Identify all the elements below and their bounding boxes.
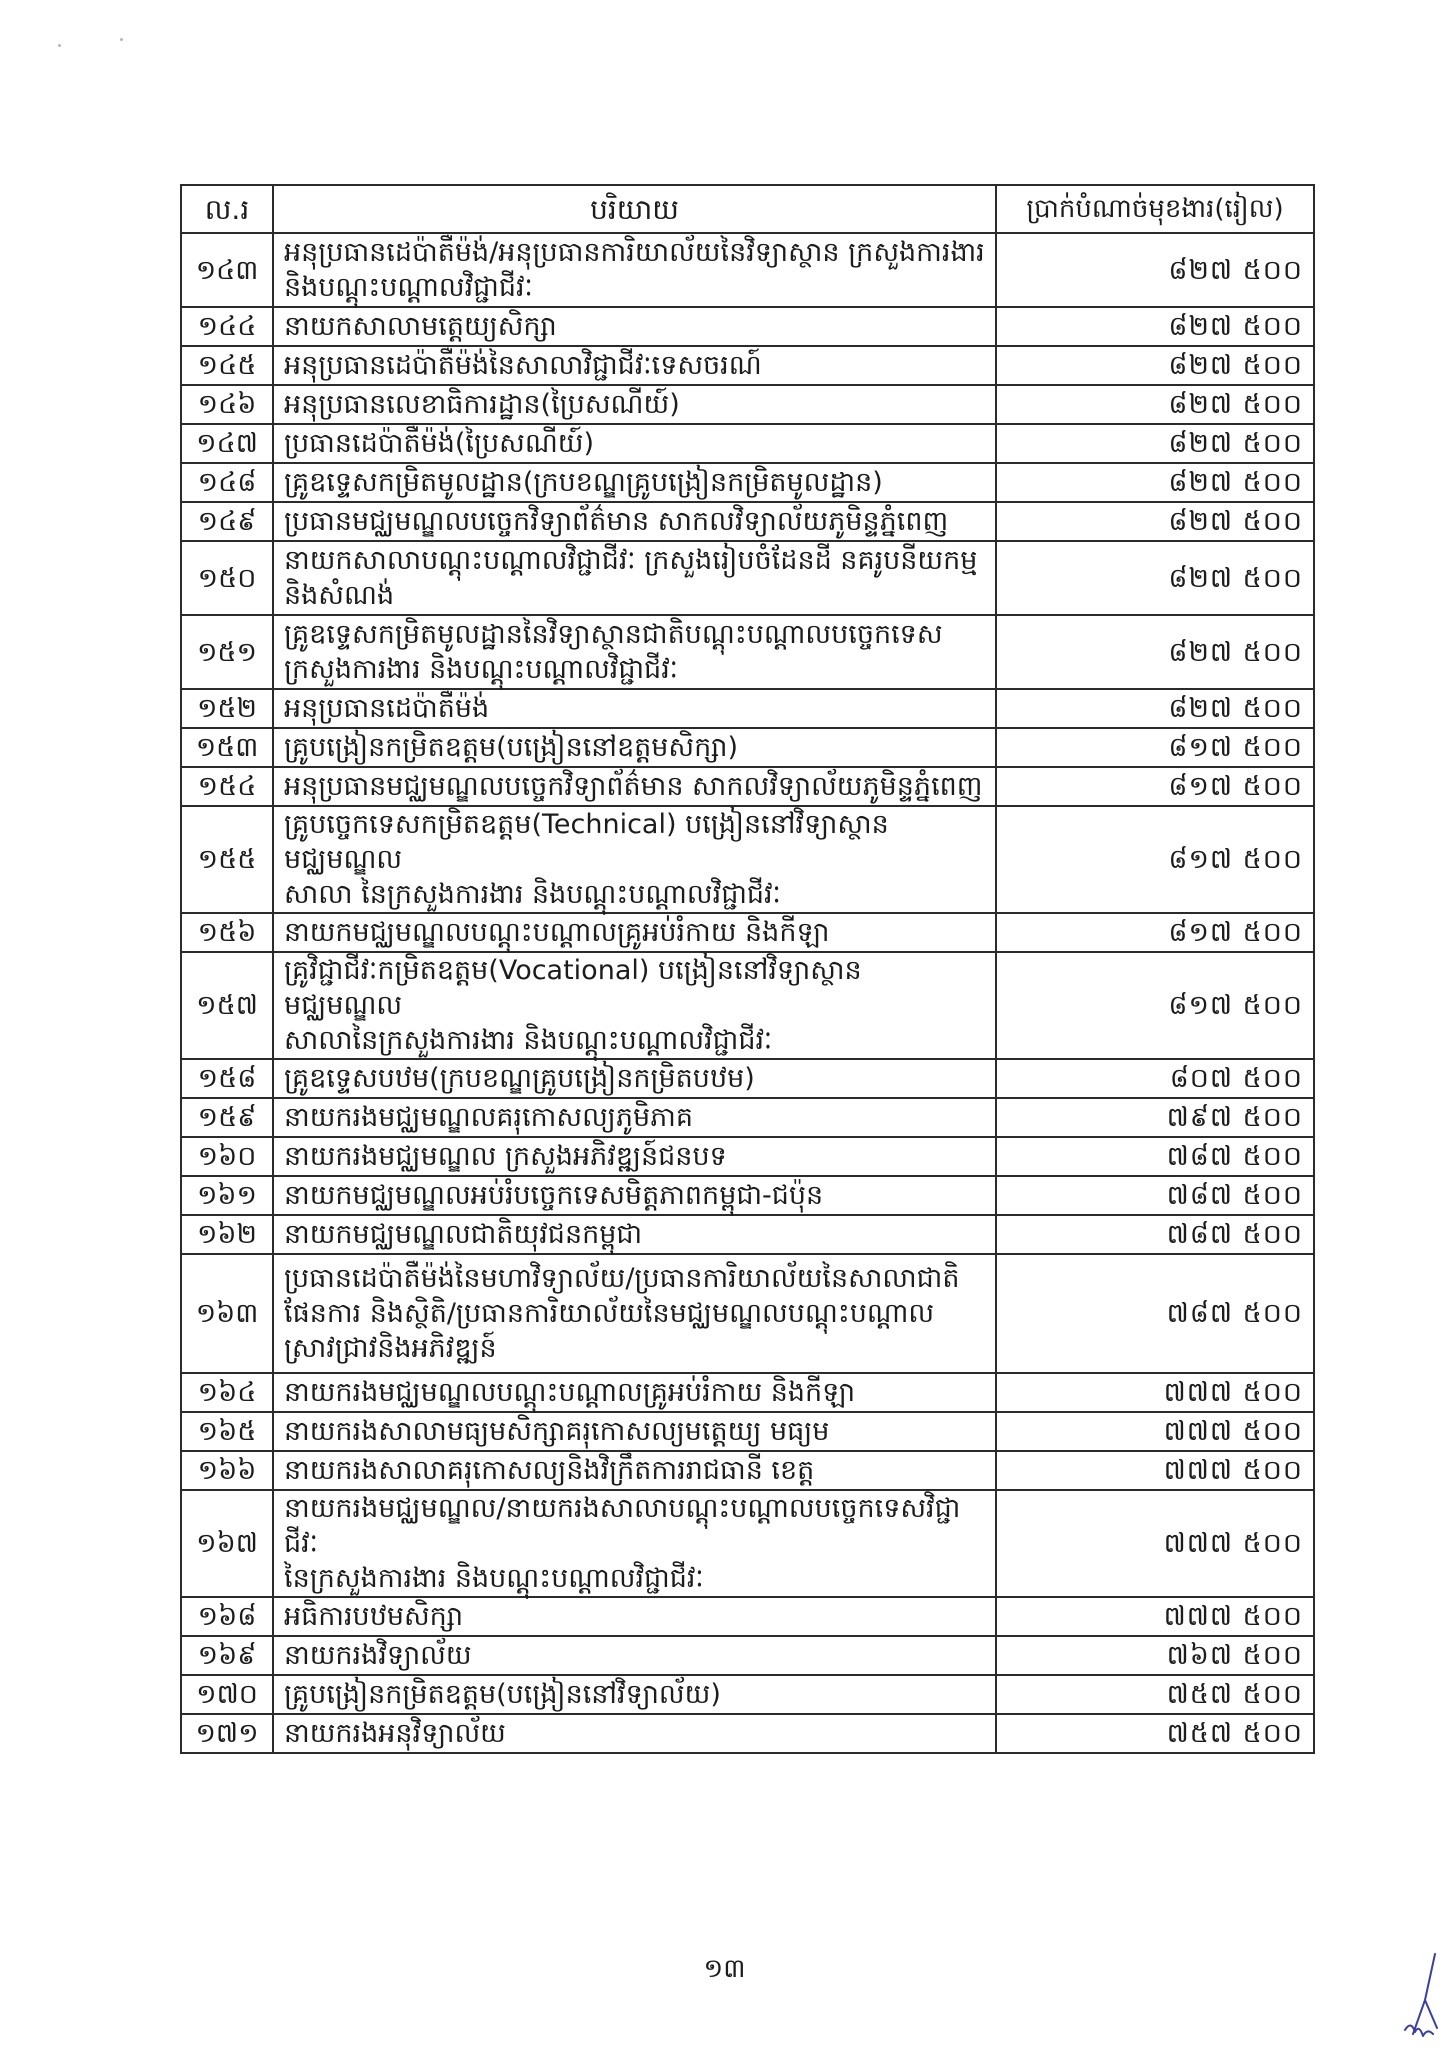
row-number: ១៥៤: [181, 767, 273, 806]
row-description: [273, 233, 996, 307]
row-number: ១៥១: [181, 615, 273, 689]
description-line: គ្រូឧទ្ទេសកម្រិតមូលដ្ឋាននៃវិទ្យាស្ថានជាតិបណ្តុះបណ្តាលបច្ចេកទេស: [284, 619, 943, 650]
row-description: [273, 689, 996, 728]
row-amount: ៧៨៧ ៥០០: [996, 1137, 1314, 1176]
description-line: ផែនការ និងស្ថិតិ/ប្រធានការិយាល័យនៃមជ្ឈមណ្ឌលបណ្តុះបណ្តាល: [284, 1298, 935, 1329]
description-line: នាយករងវិទ្យាល័យ: [284, 1640, 472, 1671]
row-description: [273, 502, 996, 541]
table-row: [181, 385, 1314, 424]
row-number: ១៥៩: [181, 1098, 273, 1137]
table-row: [181, 1675, 1314, 1714]
table-row: [181, 1412, 1314, 1451]
scan-speck: [58, 44, 61, 47]
table-row: [181, 1451, 1314, 1490]
table-row: [181, 1714, 1314, 1753]
row-amount: ៧៩៧ ៥០០: [996, 1098, 1314, 1137]
row-number: ១៦៨: [181, 1597, 273, 1636]
description-line: នាយករងសាលាមធ្យមសិក្សាគរុកោសល្យមត្តេយ្យ មធ្យម: [284, 1416, 830, 1447]
row-description: [273, 1597, 996, 1636]
description-line: នាយករងមជ្ឈមណ្ឌល ក្រសួងអភិវឌ្ឍន៍ជនបទ: [284, 1141, 727, 1172]
table-row: [181, 346, 1314, 385]
row-description: [273, 913, 996, 952]
row-amount: ៨១៧ ៥០០: [996, 767, 1314, 806]
row-number: ១៦៦: [181, 1451, 273, 1490]
description-line: នៃក្រសួងការងារ និងបណ្តុះបណ្តាលវិជ្ជាជីវៈ: [284, 1563, 704, 1594]
row-number: ១៦១: [181, 1176, 273, 1215]
table-row: [181, 1373, 1314, 1412]
row-description: [273, 1098, 996, 1137]
row-description: [273, 463, 996, 502]
row-number: ១៧១: [181, 1714, 273, 1753]
description-line: និងបណ្តុះបណ្តាលវិជ្ជាជីវៈ: [284, 272, 533, 303]
description-line: នាយករងអនុវិទ្យាល័យ: [284, 1718, 506, 1749]
description-line: អនុប្រធានមជ្ឈមណ្ឌលបច្ចេកវិទ្យាព័ត៌មាន សាកលវិទ្យាល័យភូមិន្ទភ្នំពេញ: [284, 771, 983, 802]
table-row: [181, 1254, 1314, 1373]
table-row: [181, 689, 1314, 728]
row-number: ១៦៤: [181, 1373, 273, 1412]
description-line: គ្រូឧទ្ទេសកម្រិតមូលដ្ឋាន(ក្របខណ្ឌគ្រូបង្រៀនកម្រិតមូលដ្ឋាន): [284, 467, 883, 498]
table-header-row: [181, 185, 1314, 233]
row-description: [273, 1412, 996, 1451]
description-line: គ្រូឧទ្ទេសបឋម(ក្របខណ្ឌគ្រូបង្រៀនកម្រិតបឋម): [284, 1063, 755, 1094]
row-number: ១៤៤: [181, 307, 273, 346]
row-number: ១៦២: [181, 1215, 273, 1254]
row-number: ១៧០: [181, 1675, 273, 1714]
description-line: ក្រសួងការងារ និងបណ្តុះបណ្តាលវិជ្ជាជីវៈ: [284, 654, 679, 685]
row-amount: ៨១៧ ៥០០: [996, 728, 1314, 767]
table-row: [181, 728, 1314, 767]
row-number: ១៤៩: [181, 502, 273, 541]
row-amount: ៧៧៧ ៥០០: [996, 1373, 1314, 1412]
position-allowance-table: [180, 184, 1315, 1754]
row-number: ១៦៩: [181, 1636, 273, 1675]
row-amount: ៧៥៧ ៥០០: [996, 1675, 1314, 1714]
row-number: ១៥០: [181, 541, 273, 615]
row-description: [273, 767, 996, 806]
description-line: ប្រធានដេប៉ាតឺម៉ង់នៃមហាវិទ្យាល័យ/ប្រធានការិយាល័យនៃសាលាជាតិ: [284, 1263, 960, 1294]
row-amount: ៨១៧ ៥០០: [996, 913, 1314, 952]
scan-speck: [120, 38, 123, 41]
row-amount: ៨២៧ ៥០០: [996, 346, 1314, 385]
row-amount: ៨២៧ ៥០០: [996, 233, 1314, 307]
table-row: [181, 233, 1314, 307]
description-line: អនុប្រធានដេប៉ាតឺម៉ង់: [284, 693, 490, 724]
description-line: គ្រូបង្រៀនកម្រិតឧត្តម(បង្រៀននៅវិទ្យាល័យ): [284, 1679, 721, 1710]
description-line: នាយកសាលាបណ្តុះបណ្តាលវិជ្ជាជីវៈ ក្រសួងរៀបចំដែនដី នគរូបនីយកម្ម: [284, 545, 978, 576]
row-number: ១៥៦: [181, 913, 273, 952]
row-amount: ៧៨៧ ៥០០: [996, 1254, 1314, 1373]
description-line: អធិការបឋមសិក្សា: [284, 1601, 464, 1632]
row-number: ១៤៣: [181, 233, 273, 307]
description-line: អនុប្រធានលេខាធិការដ្ឋាន(ប្រៃសណីយ៍): [284, 389, 680, 420]
table-row: [181, 1098, 1314, 1137]
row-number: ១៥៣: [181, 728, 273, 767]
table-row: [181, 1490, 1314, 1597]
description-line: សាលា នៃក្រសួងការងារ និងបណ្តុះបណ្តាលវិជ្ជាជីវៈ: [284, 879, 781, 910]
row-description: [273, 1059, 996, 1098]
header-amount: ប្រាក់បំណាច់មុខងារ(រៀល): [996, 185, 1314, 233]
row-amount: ៨២៧ ៥០០: [996, 615, 1314, 689]
row-amount: ៨១៧ ៥០០: [996, 952, 1314, 1059]
row-amount: ៨២៧ ៥០០: [996, 307, 1314, 346]
row-description: [273, 728, 996, 767]
description-line: និងសំណង់: [284, 580, 395, 611]
row-description: [273, 346, 996, 385]
row-description: [273, 307, 996, 346]
row-description: [273, 1451, 996, 1490]
row-amount: ៧៧៧ ៥០០: [996, 1490, 1314, 1597]
description-line: នាយកមជ្ឈមណ្ឌលអប់រំបច្ចេកទេសមិត្តភាពកម្ពុជា-ជប៉ុន: [284, 1180, 824, 1211]
description-line: ស្រាវជ្រាវនិងអភិវឌ្ឍន៍: [284, 1333, 497, 1364]
row-description: [273, 615, 996, 689]
row-amount: ៧៧៧ ៥០០: [996, 1597, 1314, 1636]
row-number: ១៦៣: [181, 1254, 273, 1373]
row-description: [273, 541, 996, 615]
row-amount: ៧៧៧ ៥០០: [996, 1451, 1314, 1490]
row-amount: ៧៦៧ ៥០០: [996, 1636, 1314, 1675]
row-number: ១៤៦: [181, 385, 273, 424]
description-line: គ្រូវិជ្ជាជីវៈកម្រិតឧត្តម(Vocational) បង្រៀននៅវិទ្យាស្ថាន មជ្ឈមណ្ឌល: [284, 955, 862, 1021]
row-number: ១៤៥: [181, 346, 273, 385]
description-line: សាលានៃក្រសួងការងារ និងបណ្តុះបណ្តាលវិជ្ជាជីវៈ: [284, 1025, 773, 1056]
row-description: [273, 385, 996, 424]
description-line: នាយកមជ្ឈមណ្ឌលជាតិយុវជនកម្ពុជា: [284, 1219, 643, 1250]
row-description: [273, 1675, 996, 1714]
row-number: ១៤៧: [181, 424, 273, 463]
row-amount: ៨២៧ ៥០០: [996, 385, 1314, 424]
row-description: [273, 1490, 996, 1597]
description-line: អនុប្រធានដេប៉ាតឺម៉ង់/អនុប្រធានការិយាល័យនៃវិទ្យាស្ថាន ក្រសួងការងារ: [284, 237, 985, 268]
row-number: ១៥២: [181, 689, 273, 728]
table-row: [181, 463, 1314, 502]
row-description: [273, 1714, 996, 1753]
table-row: [181, 307, 1314, 346]
row-number: ១៦៧: [181, 1490, 273, 1597]
row-amount: ៨២៧ ៥០០: [996, 541, 1314, 615]
description-line: នាយករងមជ្ឈមណ្ឌលគរុកោសល្យភូមិភាគ: [284, 1102, 693, 1133]
row-number: ១៥៥: [181, 806, 273, 913]
description-line: អនុប្រធានដេប៉ាតឺម៉ង់នៃសាលាវិជ្ជាជីវៈទេសចរណ៍: [284, 350, 762, 381]
row-amount: ៧៧៧ ៥០០: [996, 1412, 1314, 1451]
table-row: [181, 1137, 1314, 1176]
description-line: នាយកមជ្ឈមណ្ឌលបណ្តុះបណ្តាលគ្រូអប់រំកាយ និងកីឡា: [284, 917, 830, 948]
table-row: [181, 1176, 1314, 1215]
row-amount: ៨២៧ ៥០០: [996, 463, 1314, 502]
row-number: ១៦៥: [181, 1412, 273, 1451]
table-row: [181, 806, 1314, 913]
row-description: [273, 1254, 996, 1373]
row-description: [273, 1137, 996, 1176]
table-row: [181, 1597, 1314, 1636]
row-description: [273, 1176, 996, 1215]
row-amount: ៧៨៧ ៥០០: [996, 1215, 1314, 1254]
description-line: គ្រូបច្ចេកទេសកម្រិតឧត្តម(Technical) បង្រៀននៅវិទ្យាស្ថាន មជ្ឈមណ្ឌល: [284, 809, 889, 875]
row-amount: ៧៥៧ ៥០០: [996, 1714, 1314, 1753]
description-line: នាយករងសាលាគរុកោសល្យនិងវិក្រឹតការរាជធានី ខេត្ត: [284, 1455, 815, 1486]
row-amount: ៨២៧ ៥០០: [996, 502, 1314, 541]
row-number: ១៦០: [181, 1137, 273, 1176]
row-number: ១៤៨: [181, 463, 273, 502]
header-description: បរិយាយ: [273, 185, 996, 233]
row-amount: ៨១៧ ៥០០: [996, 806, 1314, 913]
signature-mark: [1395, 1950, 1445, 2045]
row-amount: ៨០៧ ៥០០: [996, 1059, 1314, 1098]
row-description: [273, 952, 996, 1059]
row-number: ១៥៨: [181, 1059, 273, 1098]
row-description: [273, 1636, 996, 1675]
table-row: [181, 424, 1314, 463]
description-line: នាយករងមជ្ឈមណ្ឌលបណ្តុះបណ្តាលគ្រូអប់រំកាយ និងកីឡា: [284, 1377, 856, 1408]
table-row: [181, 615, 1314, 689]
description-line: នាយករងមជ្ឈមណ្ឌល/នាយករងសាលាបណ្តុះបណ្តាលបច្ចេកទេសវិជ្ជាជីវៈ: [284, 1493, 961, 1559]
row-amount: ៨២៧ ៥០០: [996, 689, 1314, 728]
row-amount: ៨២៧ ៥០០: [996, 424, 1314, 463]
table-row: [181, 502, 1314, 541]
row-amount: ៧៨៧ ៥០០: [996, 1176, 1314, 1215]
header-number: ល.រ: [181, 185, 273, 233]
description-line: នាយកសាលាមត្តេយ្យសិក្សា: [284, 311, 557, 342]
table-row: [181, 913, 1314, 952]
row-description: [273, 424, 996, 463]
table-row: [181, 1215, 1314, 1254]
row-number: ១៥៧: [181, 952, 273, 1059]
table-body: [181, 233, 1314, 1753]
row-description: [273, 1215, 996, 1254]
table-row: [181, 1636, 1314, 1675]
table-row: [181, 1059, 1314, 1098]
row-description: [273, 806, 996, 913]
table-row: [181, 767, 1314, 806]
table-row: [181, 952, 1314, 1059]
description-line: គ្រូបង្រៀនកម្រិតឧត្តម(បង្រៀននៅឧត្តមសិក្សា): [284, 732, 739, 763]
page-number: ១៣: [703, 1954, 746, 1984]
description-line: ប្រធានដេប៉ាតឺម៉ង់(ប្រៃសណីយ៍): [284, 428, 595, 459]
row-description: [273, 1373, 996, 1412]
description-line: ប្រធានមជ្ឈមណ្ឌលបច្ចេកវិទ្យាព័ត៌មាន សាកលវិទ្យាល័យភូមិន្ទភ្នំពេញ: [284, 506, 949, 537]
table-row: [181, 541, 1314, 615]
